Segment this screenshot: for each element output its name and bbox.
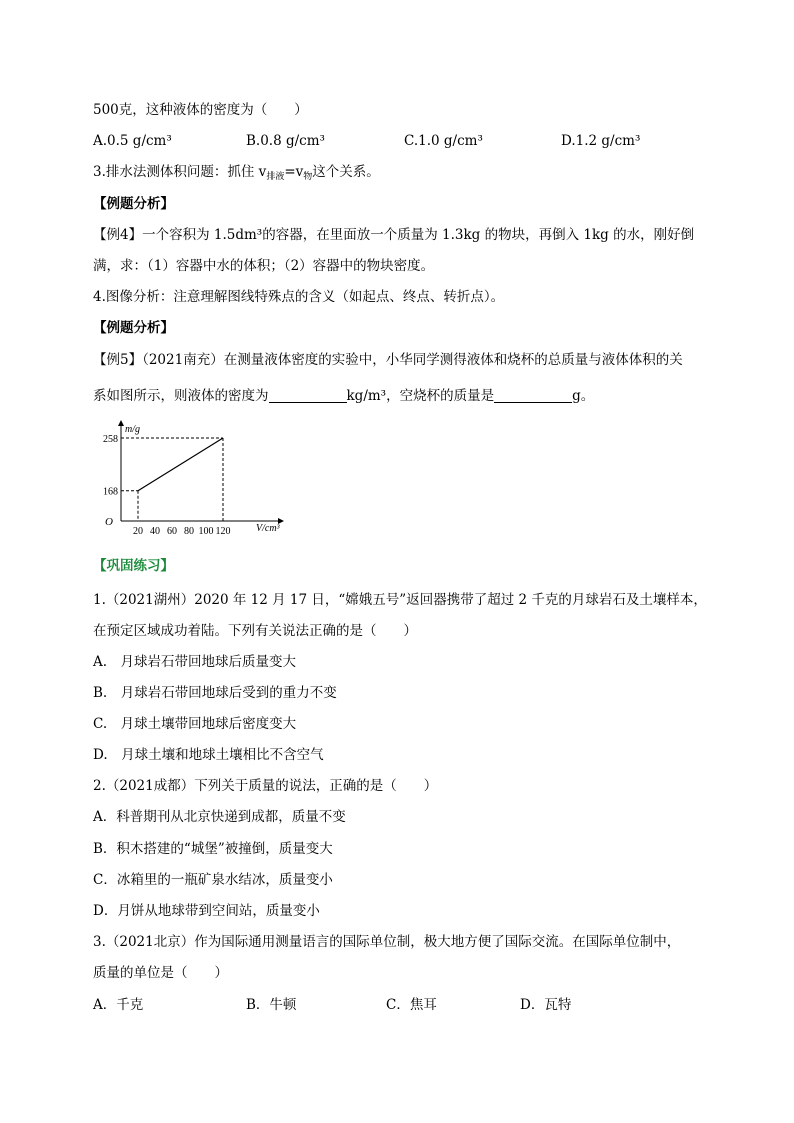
x-tick-label: 60 — [167, 526, 177, 537]
example-5-line-1: 【例5】（2021南充）在测量液体密度的实验中，小华同学测得液体和烧杯的总质量与液体体积的关 — [93, 352, 683, 368]
q2-option-b: B．积木搭建的“城堡”被撞倒，质量变大 — [93, 841, 333, 857]
x-tick-label: 120 — [215, 526, 231, 537]
q3-option-c: C．焦耳 — [386, 997, 437, 1013]
q1-option-d: D. 月球土壤和地球土壤相比不含空气 — [93, 747, 324, 763]
example-5-line-2: 系如图所示，则液体的密度为 kg/m³，空烧杯的质量是 g。 — [93, 388, 595, 404]
y-axis-arrow — [118, 420, 124, 426]
analysis-heading-1: 【例题分析】 — [93, 196, 174, 212]
option-a: A.0.5 g/cm³ — [93, 133, 172, 149]
q2-option-c: C．冰箱里的一瓶矿泉水结冰，质量变小 — [93, 872, 333, 888]
q2-option-d: D．月饼从地球带到空间站，质量变小 — [93, 903, 320, 919]
x-tick-label: 40 — [150, 526, 160, 537]
q3-option-b: B．牛顿 — [246, 997, 297, 1013]
answer-blank-density[interactable] — [269, 388, 347, 403]
y-tick-label: 168 — [103, 486, 118, 498]
q1-line-1: 1.（2021湖州）2020 年 12 月 17 日，“嫦娥五号”返回器携带了超过 2 千克的月球岩石及土壤样本， — [93, 592, 707, 608]
mass-volume-graph — [93, 418, 293, 538]
section-4-heading: 4.图像分析：注意理解图线特殊点的含义（如起点、终点、转折点）。 — [93, 289, 505, 305]
origin-label: O — [105, 516, 113, 528]
x-tick-label: 80 — [184, 526, 194, 537]
data-line — [138, 438, 223, 491]
q1-option-c: C. 月球土壤带回地球后密度变大 — [93, 716, 297, 732]
x-tick-label: 100 — [198, 526, 214, 537]
q3-line-1: 3.（2021北京）作为国际通用测量语言的国际单位制，极大地方便了国际交流。在国际单位制中， — [93, 934, 681, 950]
practice-heading: 【巩固练习】 — [93, 558, 174, 574]
example-4-line-1: 【例4】一个容积为 1.5dm³的容器，在里面放一个质量为 1.3kg 的物块，再倒入 1kg 的水，刚好倒 — [93, 227, 695, 243]
section-3-heading: 3.排水法测体积问题：抓住 $v_{排液}=v_物$这个关系。 — [93, 164, 380, 182]
q3-line-2: 质量的单位是（ ） — [93, 965, 228, 981]
x-axis-label: V/cm³ — [256, 523, 280, 534]
continued-question-text: 500克，这种液体的密度为（ ） — [93, 102, 308, 118]
y-tick-label: 258 — [103, 433, 118, 445]
example-4-line-2: 满，求：（1）容器中水的体积；（2）容器中的物块密度。 — [93, 258, 435, 274]
option-b: B.0.8 g/cm³ — [246, 133, 325, 149]
q1-option-a: A. 月球岩石带回地球后质量变大 — [93, 654, 297, 670]
q2-option-a: A．科普期刊从北京快递到成都，质量不变 — [93, 809, 346, 825]
answer-blank-mass[interactable] — [494, 388, 572, 403]
q1-option-b: B. 月球岩石带回地球后受到的重力不变 — [93, 685, 337, 701]
q3-option-a: A．千克 — [93, 997, 144, 1013]
option-c: C.1.0 g/cm³ — [404, 133, 483, 149]
analysis-heading-2: 【例题分析】 — [93, 320, 174, 336]
option-d: D.1.2 g/cm³ — [561, 133, 641, 149]
q1-line-2: 在预定区域成功着陆。下列有关说法正确的是（ ） — [93, 623, 417, 639]
q2-line-1: 2.（2021成都）下列关于质量的说法，正确的是（ ） — [93, 778, 438, 794]
q3-option-d: D．瓦特 — [520, 997, 572, 1013]
y-axis-label: m/g — [125, 424, 140, 435]
x-tick-label: 20 — [133, 526, 143, 537]
